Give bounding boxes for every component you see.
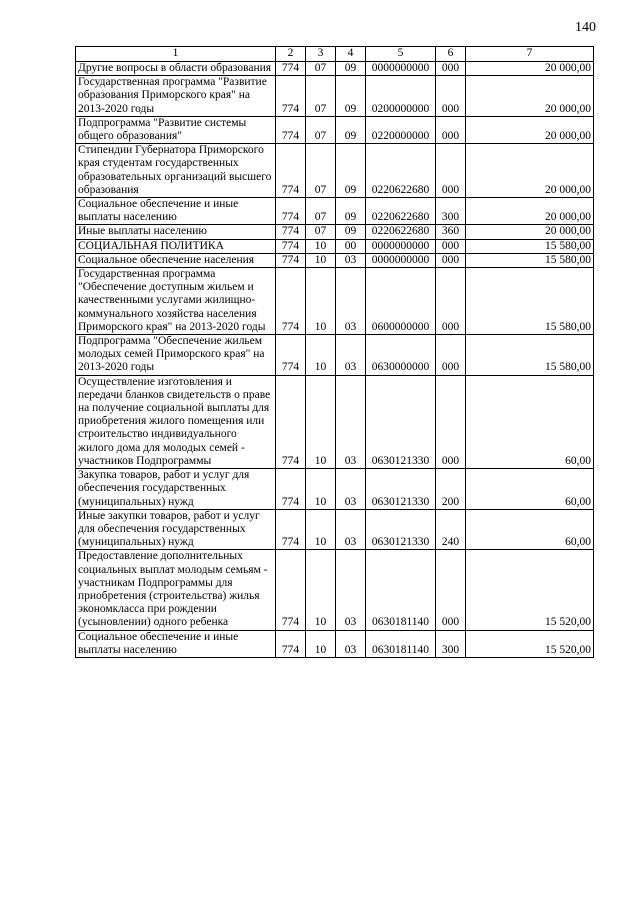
row-name: Социальное обеспечение и иные выплаты населению xyxy=(76,630,276,657)
column-header: 6 xyxy=(436,47,466,62)
row-subsection-code: 03 xyxy=(336,375,366,468)
row-section-code: 10 xyxy=(306,239,336,253)
row-gr-code: 774 xyxy=(276,630,306,657)
row-amount: 15 580,00 xyxy=(466,253,594,267)
budget-table xyxy=(75,46,594,658)
row-expense-type-code: 360 xyxy=(436,225,466,239)
row-gr-code: 774 xyxy=(276,116,306,143)
row-subsection-code: 03 xyxy=(336,268,366,335)
row-expense-type-code: 000 xyxy=(436,144,466,198)
row-target-code: 0220622680 xyxy=(366,144,436,198)
row-name: Социальное обеспечение населения xyxy=(76,253,276,267)
row-gr-code: 774 xyxy=(276,550,306,630)
row-amount: 20 000,00 xyxy=(466,225,594,239)
table-row xyxy=(76,630,594,657)
table-row xyxy=(76,550,594,630)
row-section-code: 10 xyxy=(306,375,336,468)
row-expense-type-code: 000 xyxy=(436,375,466,468)
row-expense-type-code: 000 xyxy=(436,335,466,376)
row-expense-type-code: 000 xyxy=(436,62,466,76)
row-amount: 60,00 xyxy=(466,375,594,468)
table-row xyxy=(76,144,594,198)
row-target-code: 0000000000 xyxy=(366,253,436,267)
column-header: 2 xyxy=(276,47,306,62)
row-target-code: 0220622680 xyxy=(366,198,436,225)
row-target-code: 0630181140 xyxy=(366,630,436,657)
page-number: 140 xyxy=(575,20,596,35)
row-section-code: 10 xyxy=(306,268,336,335)
row-subsection-code: 03 xyxy=(336,630,366,657)
row-name: Подпрограмма "Обеспечение жильем молодых семей Приморского края" на 2013-2020 годы xyxy=(76,335,276,376)
row-amount: 15 520,00 xyxy=(466,550,594,630)
row-subsection-code: 09 xyxy=(336,62,366,76)
table-row xyxy=(76,253,594,267)
row-gr-code: 774 xyxy=(276,239,306,253)
table-row xyxy=(76,469,594,510)
row-section-code: 07 xyxy=(306,225,336,239)
row-target-code: 0000000000 xyxy=(366,62,436,76)
row-name: Стипендии Губернатора Приморского края студентам государственных образовательных организаций высшего образования xyxy=(76,144,276,198)
row-expense-type-code: 240 xyxy=(436,509,466,550)
row-gr-code: 774 xyxy=(276,76,306,117)
row-target-code: 0630000000 xyxy=(366,335,436,376)
row-target-code: 0000000000 xyxy=(366,239,436,253)
row-section-code: 10 xyxy=(306,469,336,510)
row-section-code: 07 xyxy=(306,62,336,76)
table-row xyxy=(76,62,594,76)
row-subsection-code: 03 xyxy=(336,335,366,376)
row-section-code: 07 xyxy=(306,116,336,143)
row-expense-type-code: 000 xyxy=(436,239,466,253)
row-amount: 20 000,00 xyxy=(466,198,594,225)
row-target-code: 0600000000 xyxy=(366,268,436,335)
row-subsection-code: 09 xyxy=(336,116,366,143)
table-row xyxy=(76,375,594,468)
row-section-code: 07 xyxy=(306,144,336,198)
row-subsection-code: 03 xyxy=(336,509,366,550)
row-amount: 20 000,00 xyxy=(466,116,594,143)
row-amount: 15 520,00 xyxy=(466,630,594,657)
row-subsection-code: 03 xyxy=(336,550,366,630)
row-name: Закупка товаров, работ и услуг для обеспечения государственных (муниципальных) нужд xyxy=(76,469,276,510)
row-amount: 15 580,00 xyxy=(466,335,594,376)
row-subsection-code: 03 xyxy=(336,469,366,510)
row-target-code: 0220622680 xyxy=(366,225,436,239)
row-name: Другие вопросы в области образования xyxy=(76,62,276,76)
row-name: Иные закупки товаров, работ и услуг для обеспечения государственных (муниципальных) нужд xyxy=(76,509,276,550)
row-subsection-code: 09 xyxy=(336,198,366,225)
row-target-code: 0630121330 xyxy=(366,509,436,550)
row-section-code: 10 xyxy=(306,509,336,550)
row-section-code: 07 xyxy=(306,198,336,225)
row-amount: 15 580,00 xyxy=(466,268,594,335)
column-header: 7 xyxy=(466,47,594,62)
row-expense-type-code: 000 xyxy=(436,550,466,630)
table-row xyxy=(76,239,594,253)
row-name: Осуществление изготовления и передачи бланков свидетельств о праве на получение социальной выплаты для приобретения жилого помещения или строительство индивидуального жилого дома для молодых семей - участников Подпрограммы xyxy=(76,375,276,468)
row-target-code: 0220000000 xyxy=(366,116,436,143)
row-section-code: 10 xyxy=(306,630,336,657)
row-amount: 20 000,00 xyxy=(466,144,594,198)
table-row xyxy=(76,116,594,143)
row-gr-code: 774 xyxy=(276,144,306,198)
row-target-code: 0630181140 xyxy=(366,550,436,630)
row-expense-type-code: 000 xyxy=(436,268,466,335)
row-name: Иные выплаты населению xyxy=(76,225,276,239)
column-header: 1 xyxy=(76,47,276,62)
row-section-code: 10 xyxy=(306,550,336,630)
row-target-code: 0630121330 xyxy=(366,469,436,510)
row-name: Государственная программа "Обеспечение доступным жильем и качественными услугами жилищно-коммунального хозяйства населения Приморского края" на 2013-2020 годы xyxy=(76,268,276,335)
row-name: Подпрограмма "Развитие системы общего образования" xyxy=(76,116,276,143)
row-gr-code: 774 xyxy=(276,62,306,76)
row-expense-type-code: 300 xyxy=(436,630,466,657)
column-header: 4 xyxy=(336,47,366,62)
row-target-code: 0630121330 xyxy=(366,375,436,468)
row-name: Социальное обеспечение и иные выплаты населению xyxy=(76,198,276,225)
row-expense-type-code: 000 xyxy=(436,76,466,117)
table-body xyxy=(76,62,594,658)
row-gr-code: 774 xyxy=(276,469,306,510)
table-row xyxy=(76,76,594,117)
row-amount: 20 000,00 xyxy=(466,62,594,76)
table-row xyxy=(76,335,594,376)
table-row xyxy=(76,198,594,225)
row-gr-code: 774 xyxy=(276,375,306,468)
row-section-code: 10 xyxy=(306,335,336,376)
column-header: 5 xyxy=(366,47,436,62)
table-row xyxy=(76,225,594,239)
row-expense-type-code: 000 xyxy=(436,253,466,267)
row-name: Предоставление дополнительных социальных выплат молодым семьям - участникам Подпрограммы для приобретения (строительства) жилья экономкласса при рождении (усыновлении) одного ребенка xyxy=(76,550,276,630)
row-amount: 60,00 xyxy=(466,469,594,510)
row-subsection-code: 00 xyxy=(336,239,366,253)
column-header: 3 xyxy=(306,47,336,62)
row-subsection-code: 09 xyxy=(336,144,366,198)
row-section-code: 10 xyxy=(306,253,336,267)
row-gr-code: 774 xyxy=(276,225,306,239)
row-subsection-code: 09 xyxy=(336,76,366,117)
row-gr-code: 774 xyxy=(276,268,306,335)
row-expense-type-code: 200 xyxy=(436,469,466,510)
row-subsection-code: 03 xyxy=(336,253,366,267)
table-row xyxy=(76,509,594,550)
row-gr-code: 774 xyxy=(276,335,306,376)
row-target-code: 0200000000 xyxy=(366,76,436,117)
row-amount: 15 580,00 xyxy=(466,239,594,253)
row-amount: 20 000,00 xyxy=(466,76,594,117)
row-section-code: 07 xyxy=(306,76,336,117)
row-subsection-code: 09 xyxy=(336,225,366,239)
row-gr-code: 774 xyxy=(276,253,306,267)
table-row xyxy=(76,268,594,335)
row-name: Государственная программа "Развитие образования Приморского края" на 2013-2020 годы xyxy=(76,76,276,117)
row-gr-code: 774 xyxy=(276,198,306,225)
row-name: СОЦИАЛЬНАЯ ПОЛИТИКА xyxy=(76,239,276,253)
row-expense-type-code: 000 xyxy=(436,116,466,143)
row-amount: 60,00 xyxy=(466,509,594,550)
row-gr-code: 774 xyxy=(276,509,306,550)
row-expense-type-code: 300 xyxy=(436,198,466,225)
column-number-row xyxy=(76,47,594,62)
